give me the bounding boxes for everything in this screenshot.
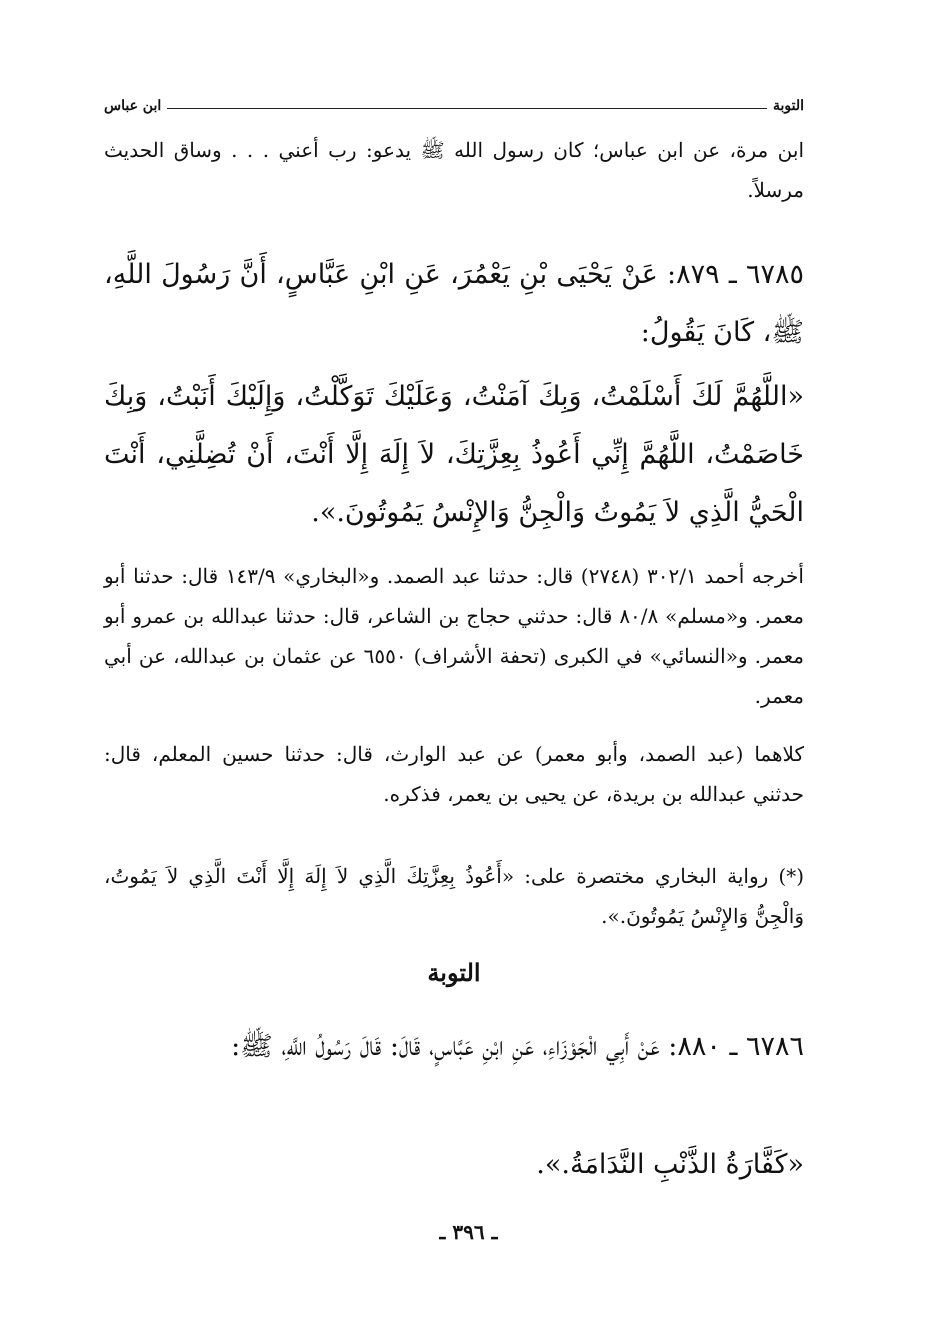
takhrij-paragraph-2: كلاهما (عبد الصمد، وأبو معمر) عن عبد الوارث، قال: حدثنا حسين المعلم، قال: حدثني عبدالله بن بريدة، عن يحيى بن يعمر، فذكره. (104, 742, 804, 806)
section-heading: التوبة (427, 958, 481, 987)
hadith-6786-isnad: ٦٧٨٦ ـ ٨٨٠: عَنْ أَبِي الْجَوْزَاءِ، عَنِ ابْنِ عَبَّاسٍ، قَالَ: قَالَ رَسُولُ اللَّهِ، ﷺ: (231, 1031, 804, 1062)
hadith-6785-matn: «اللَّهُمَّ لَكَ أَسْلَمْتُ، وَبِكَ آمَنْتُ، وَعَلَيْكَ تَوَكَّلْتُ، وَإِلَيْكَ أَنَبْتُ، وَبِكَ خَاصَمْتُ، اللَّهُمَّ إِنِّي أَعُوذُ بِعِزَّتِكَ، لاَ إِلَهَ إِلَّا أَنْتَ، أَنْ تُضِلَّنِي، أَنْتَ الْحَيُّ الَّذِي لاَ يَمُوتُ وَالْجِنُّ وَالإِنْسُ يَمُوتُونَ.». (104, 381, 804, 528)
footnote: (*) رواية البخاري مختصرة على: «أَعُوذُ بِعِزَّتِكَ الَّذِي لاَ إِلَهَ إِلَّا أَنْتَ الَّذِي لاَ يَمُوتُ، وَالْجِنُّ وَالإِنْسُ يَمُوتُونَ.». (104, 864, 804, 928)
page-number: ـ ٣٩٦ ـ (439, 1220, 498, 1244)
header-chapter-title: التوبة (772, 98, 804, 114)
hadith-6785-isnad: ٦٧٨٥ ـ ٨٧٩: عَنْ يَحْيَى بْنِ يَعْمُرَ، عَنِ ابْنِ عَبَّاسٍ، أَنَّ رَسُولَ اللَّهِ، ﷺ، كَانَ يَقُولُ: (104, 259, 804, 348)
header-narrator-title: ابن عباس (104, 98, 162, 114)
running-header (104, 92, 804, 114)
header-rule (167, 108, 767, 109)
takhrij-paragraph-1: أخرجه أحمد ٣٠٢/١ (٢٧٤٨) قال: حدثنا عبد الصمد. و«البخاري» ١٤٣/٩ قال: حدثنا أبو معمر. و«مسلم» ٨٠/٨ قال: حدثني حجاج بن الشاعر، قال: حدثنا عبدالله بن عمرو أبو معمر. و«النسائي» في الكبرى (تحفة الأشراف) ٦٥٥٠ عن عثمان بن عبدالله، عن أبي معمر. (104, 564, 804, 708)
intro-paragraph: ابن مرة، عن ابن عباس؛ كان رسول الله ﷺ يدعو: رب أعني . . . وساق الحديث مرسلاً. (104, 138, 804, 202)
hadith-6786-matn: «كَفَّارَةُ الذَّنْبِ النَّدَامَةُ.». (536, 1149, 804, 1180)
